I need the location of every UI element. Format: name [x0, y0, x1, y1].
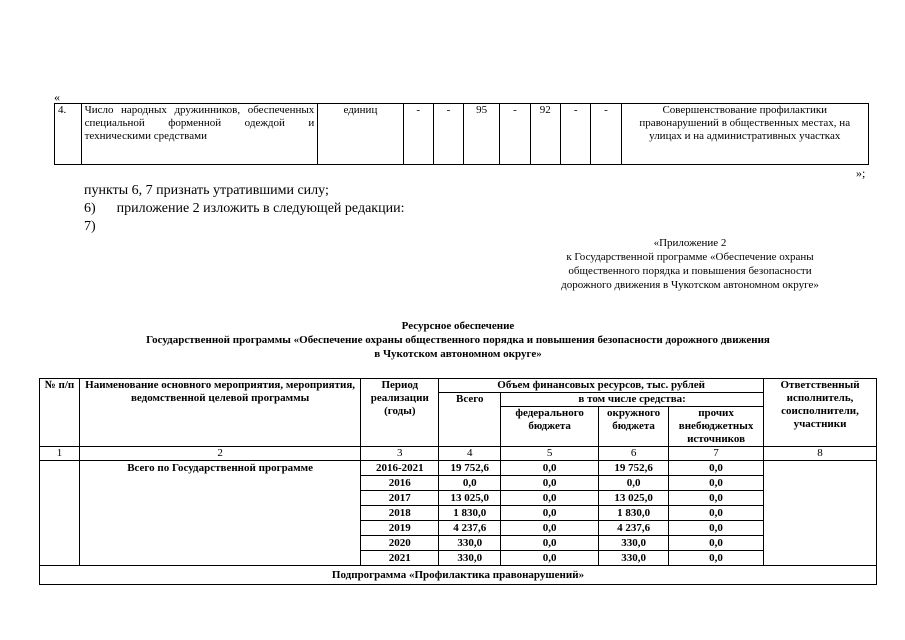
col-header-name: Наименование основного мероприятия, мероприятия, ведомственной целевой программы: [79, 379, 360, 447]
quote-close: »;: [856, 166, 866, 180]
subprogram-row: [40, 566, 877, 585]
col-header-volume: Объем финансовых ресурсов, тыс. рублей: [439, 379, 764, 393]
indicator-name: Число народных дружинников, обеспеченных специальной форменной одеждой и техническими средствами: [81, 104, 318, 165]
federal-cell: 0,0: [501, 536, 599, 551]
other-cell: 0,0: [669, 536, 764, 551]
okrug-cell: 0,0: [599, 476, 669, 491]
total-cell: 0,0: [439, 476, 501, 491]
period-cell: 2018: [361, 506, 439, 521]
other-cell: 0,0: [669, 491, 764, 506]
header-row: [40, 379, 877, 393]
federal-cell: 0,0: [501, 551, 599, 566]
heading-line: Ресурсное обеспечение: [401, 320, 515, 332]
text-line: 7): [84, 219, 96, 234]
period-cell: 2016-2021: [361, 461, 439, 476]
other-cell: 0,0: [669, 521, 764, 536]
period-cell: 2020: [361, 536, 439, 551]
total-cell: 13 025,0: [439, 491, 501, 506]
value-cell: -: [591, 104, 621, 165]
col-header-including: в том числе средства:: [501, 393, 764, 407]
responsible-cell: [764, 461, 877, 566]
col-number: 5: [501, 447, 599, 461]
col-header-total: Всего: [439, 393, 501, 447]
okrug-cell: 1 830,0: [599, 506, 669, 521]
other-cell: 0,0: [669, 551, 764, 566]
heading-line: Государственной программы «Обеспечение охраны общественного порядка и повышения безопасности дорожного движения: [146, 334, 770, 346]
federal-cell: 0,0: [501, 461, 599, 476]
period-cell: 2017: [361, 491, 439, 506]
value-cell: -: [403, 104, 433, 165]
col-header-responsible: Ответственный исполнитель, соисполнители, участники: [764, 379, 877, 447]
resource-table: [39, 378, 877, 585]
okrug-cell: 19 752,6: [599, 461, 669, 476]
col-number: 8: [764, 447, 877, 461]
period-cell: 2019: [361, 521, 439, 536]
section-heading: [40, 319, 876, 361]
col-header-other: прочих внебюджетных источников: [669, 407, 764, 447]
other-cell: 0,0: [669, 476, 764, 491]
appendix-line: к Государственной программе «Обеспечение охраны: [566, 251, 814, 263]
total-cell: 4 237,6: [439, 521, 501, 536]
subprogram-title: Подпрограмма «Профилактика правонарушений»: [40, 566, 877, 585]
table-row: [55, 104, 869, 165]
col-number: 4: [439, 447, 501, 461]
col-number: 1: [40, 447, 80, 461]
col-header-num: № п/п: [40, 379, 80, 447]
value-cell: -: [433, 104, 463, 165]
total-cell: 19 752,6: [439, 461, 501, 476]
appendix-line: «Приложение 2: [653, 237, 727, 249]
col-number: 6: [599, 447, 669, 461]
okrug-cell: 13 025,0: [599, 491, 669, 506]
table-row: [40, 461, 877, 476]
text-line: пункты 6, 7 признать утратившими силу;: [84, 183, 329, 198]
federal-cell: 0,0: [501, 491, 599, 506]
value-cell: -: [500, 104, 530, 165]
appendix-line: общественного порядка и повышения безопасности: [568, 265, 812, 277]
col-number: 3: [361, 447, 439, 461]
indicator-table: [54, 103, 869, 165]
appendix-line: дорожного движения в Чукотском автономном округе»: [561, 279, 819, 291]
text-line: 6) приложение 2 изложить в следующей редакции:: [84, 201, 405, 216]
col-header-federal: федерального бюджета: [501, 407, 599, 447]
total-label: Всего по Государственной программе: [79, 461, 360, 566]
okrug-cell: 4 237,6: [599, 521, 669, 536]
value-cell: 95: [464, 104, 500, 165]
okrug-cell: 330,0: [599, 536, 669, 551]
other-cell: 0,0: [669, 461, 764, 476]
period-cell: 2021: [361, 551, 439, 566]
col-header-period: Период реализации (годы): [361, 379, 439, 447]
federal-cell: 0,0: [501, 521, 599, 536]
column-number-row: [40, 447, 877, 461]
federal-cell: 0,0: [501, 476, 599, 491]
quote-open: «: [54, 90, 60, 104]
appendix-note: [520, 236, 860, 292]
total-cell: 330,0: [439, 551, 501, 566]
okrug-cell: 330,0: [599, 551, 669, 566]
heading-line: в Чукотском автономном округе»: [374, 348, 542, 360]
col-number: 7: [669, 447, 764, 461]
row-number: 4.: [55, 104, 82, 165]
total-cell: 330,0: [439, 536, 501, 551]
period-cell: 2016: [361, 476, 439, 491]
result-cell: Совершенствование профилактики правонарушений в общественных местах, на улицах и на административных участках: [621, 104, 868, 165]
value-cell: -: [561, 104, 591, 165]
unit-cell: единиц: [318, 104, 403, 165]
col-header-okrug: окружного бюджета: [599, 407, 669, 447]
other-cell: 0,0: [669, 506, 764, 521]
federal-cell: 0,0: [501, 506, 599, 521]
total-num-cell: [40, 461, 80, 566]
total-cell: 1 830,0: [439, 506, 501, 521]
col-number: 2: [79, 447, 360, 461]
value-cell: 92: [530, 104, 561, 165]
